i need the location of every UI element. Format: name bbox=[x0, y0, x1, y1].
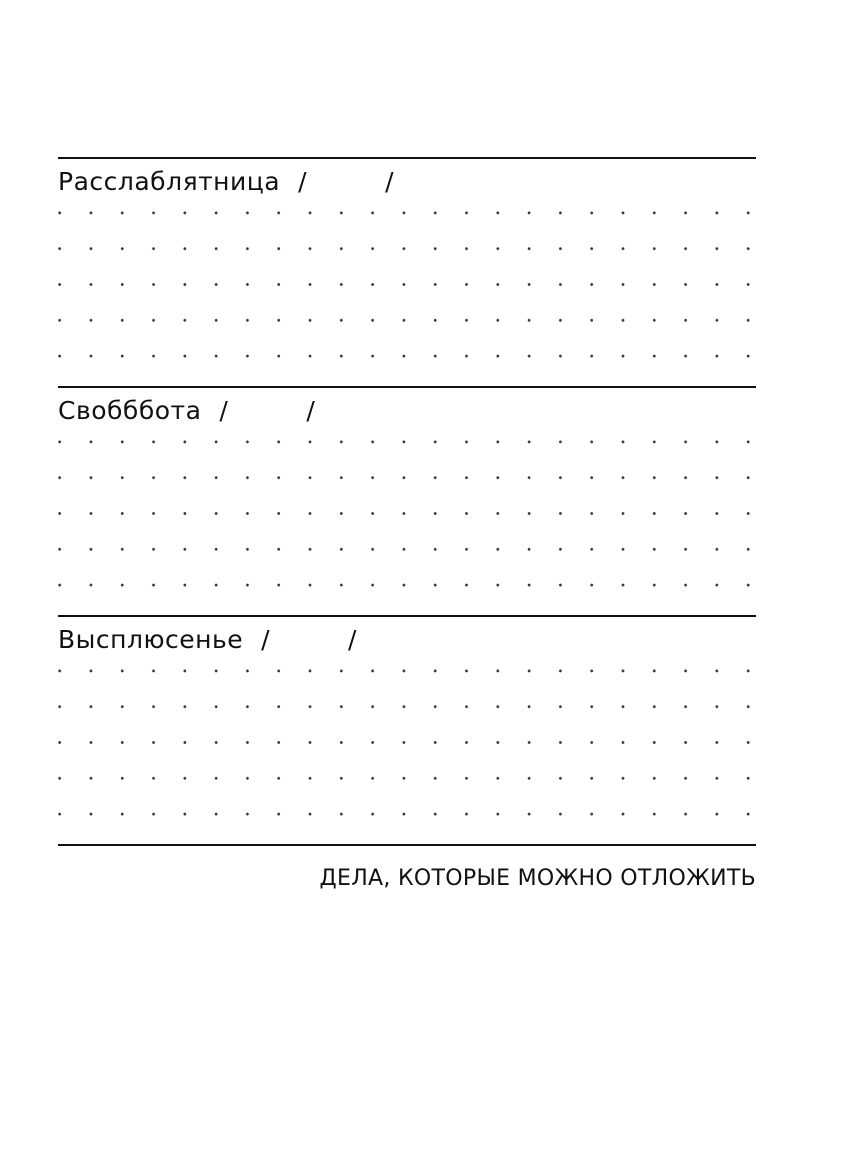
day-name: Расслаблятница bbox=[58, 167, 281, 196]
date-separator: / bbox=[348, 625, 357, 654]
dot-grid-writing-area[interactable] bbox=[58, 209, 756, 379]
day-section-1 bbox=[58, 159, 756, 386]
dot-grid-writing-area[interactable] bbox=[58, 438, 756, 608]
day-section-2 bbox=[58, 388, 756, 615]
dot-grid-writing-area[interactable] bbox=[58, 667, 756, 837]
day-section-3 bbox=[58, 617, 756, 844]
day-title-1 bbox=[58, 167, 394, 196]
date-separator: / bbox=[261, 625, 271, 654]
day-name: Высплюсенье bbox=[58, 625, 244, 654]
day-name: Свобббота bbox=[58, 396, 202, 425]
date-separator: / bbox=[385, 167, 394, 196]
section-bottom-rule bbox=[58, 844, 756, 846]
footer-caption: ДЕЛА, КОТОРЫЕ МОЖНО ОТЛОЖИТЬ bbox=[319, 866, 756, 891]
day-title-3 bbox=[58, 625, 357, 654]
day-title-2 bbox=[58, 396, 315, 425]
date-separator: / bbox=[298, 167, 308, 196]
date-separator: / bbox=[306, 396, 316, 425]
date-separator: / bbox=[219, 396, 229, 425]
